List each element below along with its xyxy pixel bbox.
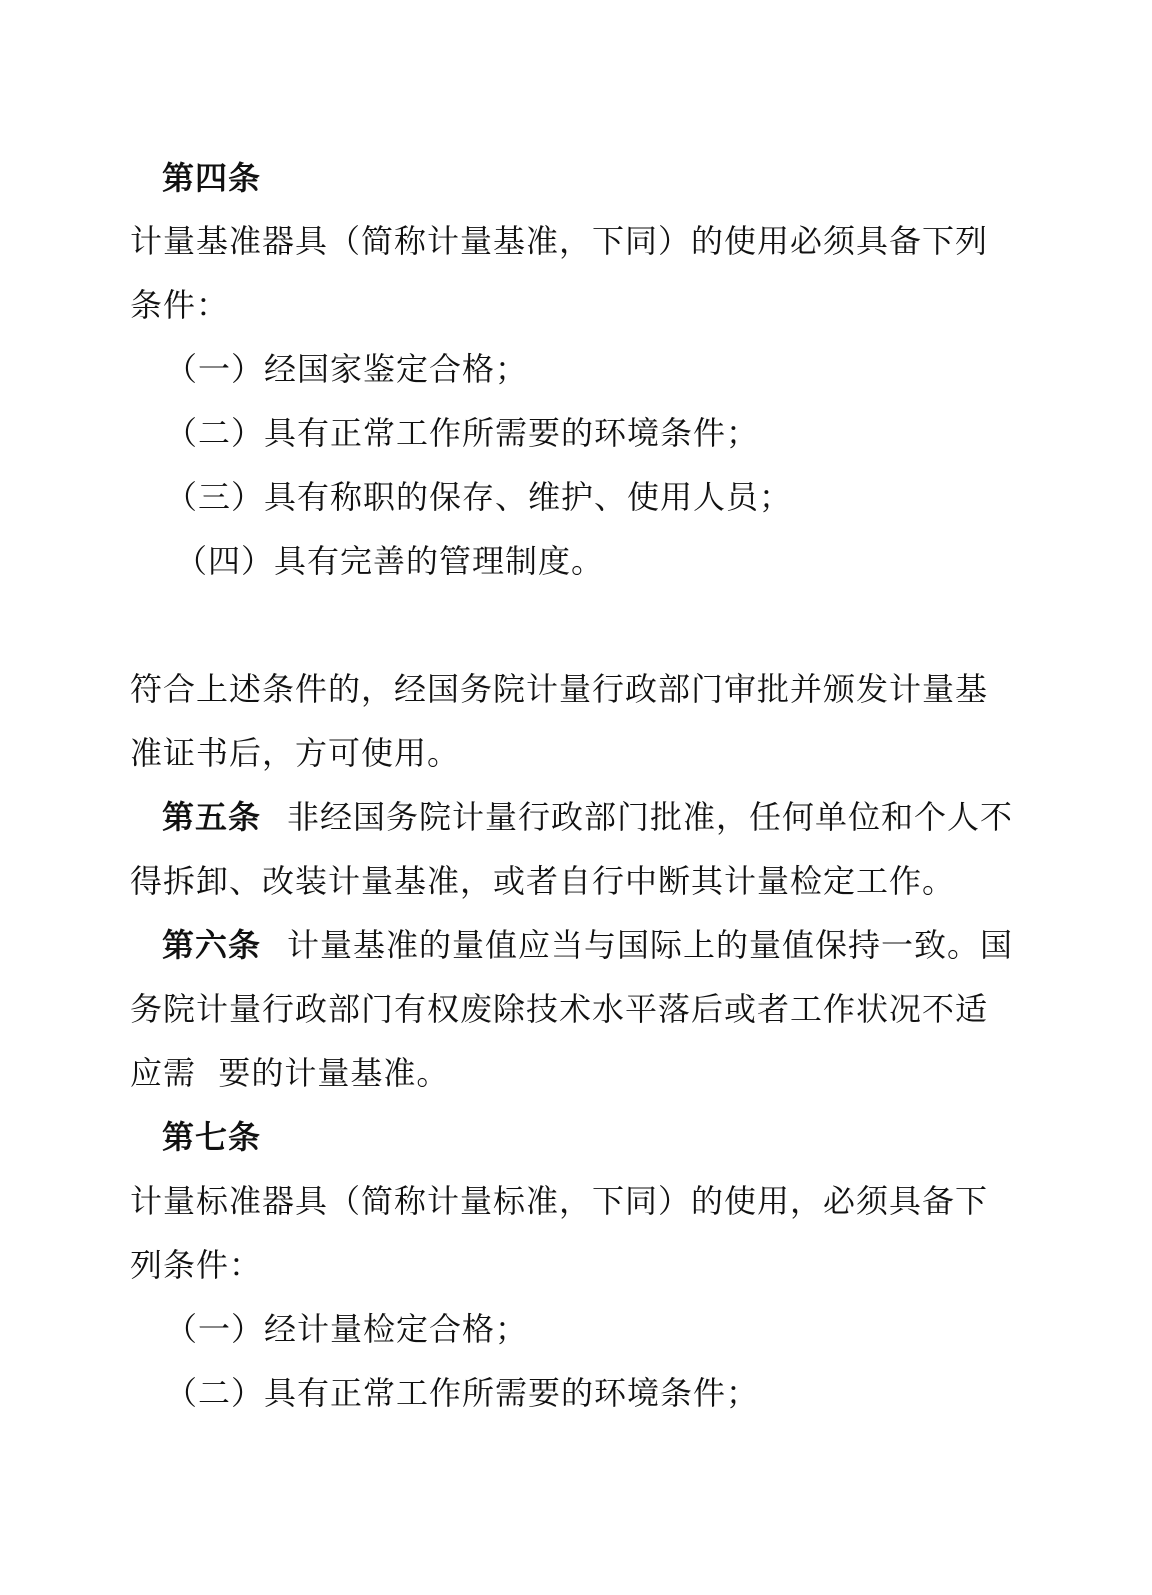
article-7-intro-line-1: 计量标准器具（简称计量标准，下同）的使用，必须具备下 [130,1182,989,1220]
article-5-text-line-2: 得拆卸、改装计量基准，或者自行中断其计量检定工作。 [130,862,956,900]
article-6-line-1 [162,925,1062,965]
article-4-item-1: （一）经国家鉴定合格； [165,350,529,388]
article-7-item-2: （二）具有正常工作所需要的环境条件； [165,1374,760,1412]
article-5-heading: 第五条 [162,798,262,836]
article-4-closing-line-1: 符合上述条件的，经国务院计量行政部门审批并颁发计量基 [130,670,989,708]
article-6-text-line-2: 务院计量行政部门有权废除技术水平落后或者工作状况不适 [130,990,989,1028]
article-4-intro-line-1: 计量基准器具（简称计量基准，下同）的使用必须具备下列 [130,222,989,260]
article-7-intro-line-2: 列条件： [130,1246,263,1284]
article-6-heading: 第六条 [162,926,262,964]
article-6-text-line-3: 应需 要的计量基准。 [130,1054,450,1092]
article-4-closing-line-2: 准证书后，方可使用。 [130,734,461,772]
article-4-heading: 第四条 [162,159,262,197]
article-4-intro-line-2: 条件： [130,286,230,324]
article-5-line-1 [162,797,1062,837]
article-4-item-3: （三）具有称职的保存、维护、使用人员； [165,478,793,516]
article-7-heading: 第七条 [162,1118,262,1156]
article-4-item-2: （二）具有正常工作所需要的环境条件； [165,414,760,452]
article-5-text-line-1: 非经国务院计量行政部门批准，任何单位和个人不 [287,798,1014,836]
article-7-item-1: （一）经计量检定合格； [165,1310,529,1348]
article-4-item-4: （四）具有完善的管理制度。 [175,542,605,580]
article-6-text-line-1: 计量基准的量值应当与国际上的量值保持一致。国 [287,926,1014,964]
